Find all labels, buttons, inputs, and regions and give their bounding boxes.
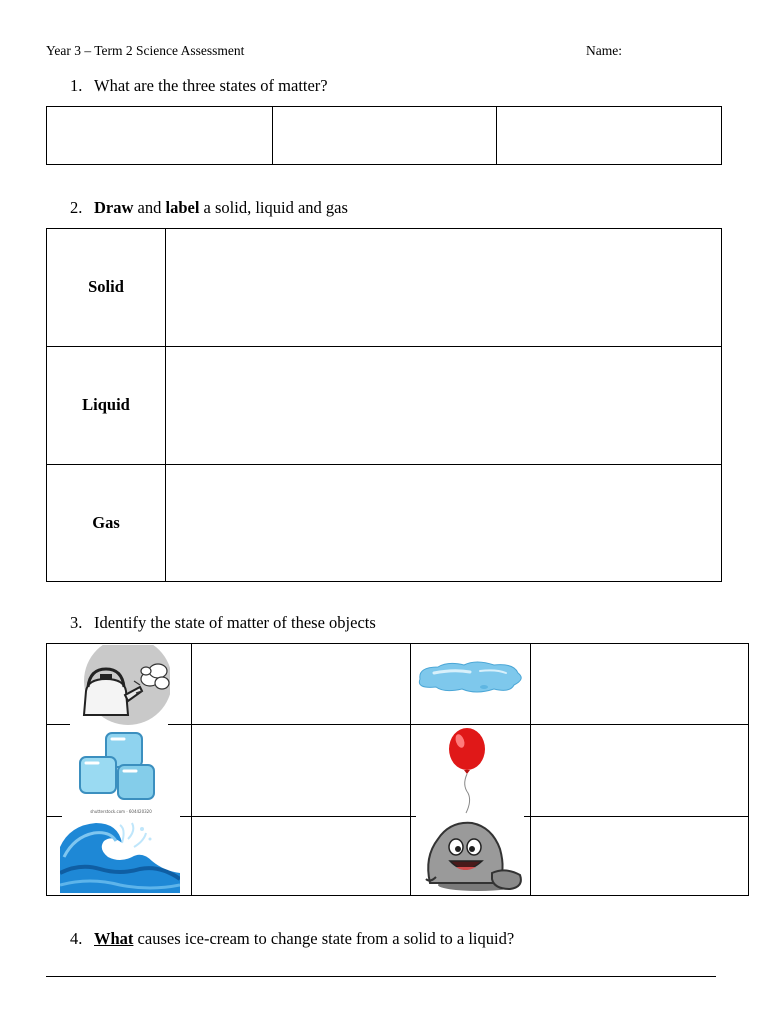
row-label-solid: Solid: [88, 277, 124, 296]
watermark-text: shutterstock.com · 604420320: [90, 809, 152, 814]
q3-identify-table: [46, 643, 749, 896]
kettle-steam-image: [70, 645, 170, 725]
question-2-bold-draw: Draw: [94, 198, 134, 217]
q3-border-bottom: [46, 895, 749, 896]
q2-row-divider: [47, 346, 721, 347]
rock-character-image: [420, 817, 524, 893]
question-4-number: 4.: [70, 929, 83, 948]
q4-answer-line[interactable]: [46, 976, 716, 977]
question-2-rest: a solid, liquid and gas: [199, 198, 348, 217]
liquid-drawing-area[interactable]: [167, 349, 719, 462]
q1-answer-box-3[interactable]: [497, 107, 721, 164]
q2-column-divider: [165, 229, 166, 581]
q3-border-right: [748, 643, 749, 896]
q3-border-top: [46, 643, 749, 644]
question-1: [70, 76, 328, 96]
q2-draw-table: [46, 228, 722, 582]
puddle-answer-cell[interactable]: [532, 645, 747, 723]
question-1-text: What are the three states of matter?: [94, 76, 328, 95]
q3-row-divider: [168, 724, 749, 725]
q3-divider: [191, 643, 192, 896]
q3-divider: [530, 643, 531, 896]
row-label-gas: Gas: [92, 513, 120, 532]
question-2-bold-label: label: [165, 198, 200, 217]
q3-divider: [410, 643, 411, 896]
question-2: [70, 198, 348, 218]
q3-row-divider: [46, 724, 70, 725]
ice-answer-cell[interactable]: [193, 726, 409, 815]
question-2-mid: and: [133, 198, 166, 217]
question-2-number: 2.: [70, 198, 83, 217]
question-4-rest: causes ice-cream to change state from a solid to a liquid?: [133, 929, 515, 948]
wave-answer-cell[interactable]: [193, 818, 409, 894]
assessment-title: Year 3 – Term 2 Science Assessment: [46, 43, 245, 58]
kettle-answer-cell[interactable]: [193, 645, 409, 723]
question-3-text: Identify the state of matter of these objects: [94, 613, 376, 632]
q3-border-left: [46, 643, 47, 896]
question-4-bold-what: What: [94, 929, 134, 948]
red-balloon-image: [442, 727, 492, 817]
name-label: Name:: [586, 43, 622, 58]
puddle-image: [414, 653, 526, 697]
ice-cubes-image: [62, 727, 180, 817]
row-label-liquid: Liquid: [82, 395, 130, 414]
question-3: [70, 613, 376, 633]
solid-drawing-area[interactable]: [167, 231, 719, 344]
q3-row-divider: [180, 816, 416, 817]
q3-row-divider: [524, 816, 749, 817]
q1-answer-box-2[interactable]: [272, 107, 495, 164]
question-4: [70, 929, 514, 949]
q1-answer-box-1[interactable]: [47, 107, 271, 164]
balloon-answer-cell[interactable]: [532, 726, 747, 815]
q2-row-divider: [47, 464, 721, 465]
question-1-number: 1.: [70, 76, 83, 95]
wave-image: [60, 817, 180, 893]
rock-answer-cell[interactable]: [532, 818, 747, 894]
gas-drawing-area[interactable]: [167, 467, 719, 579]
question-3-number: 3.: [70, 613, 83, 632]
